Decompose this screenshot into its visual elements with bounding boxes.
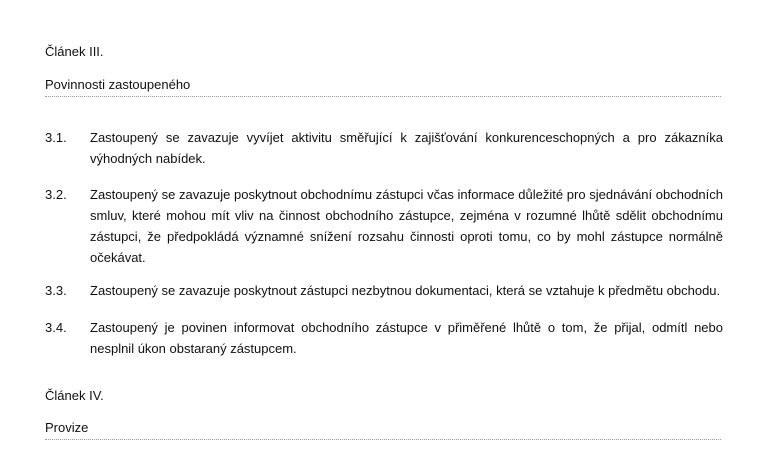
clause-text: Zastoupený se zavazuje vyvíjet aktivitu směřující k zajišťování konkurenceschopných a pro zákazníka výhodných nabídek. — [90, 130, 723, 166]
clause-number: 3.4. — [45, 320, 67, 335]
clause-number: 3.3. — [45, 283, 67, 298]
clause-number: 3.1. — [45, 130, 67, 145]
article-3-heading: Článek III. — [45, 44, 104, 59]
article-4-title: Provize — [45, 420, 721, 440]
clause-text: Zastoupený je povinen informovat obchodního zástupce v přiměřené lhůtě o tom, že přijal, odmítl nebo nesplnil úkon obstaraný zástupcem. — [90, 320, 723, 356]
article-3-title: Povinnosti zastoupeného — [45, 77, 721, 97]
clause-text: Zastoupený se zavazuje poskytnout obchodnímu zástupci včas informace důležité pro sjednávání obchodních smluv, které mohou mít vliv na činnost obchodního zástupce, zejména v rozumné lhůtě sdělit obchodnímu zástupci, že předpokládá významné snížení rozsahu činnosti oproti tomu, co by mohl zástupce normálně očekávat. — [90, 187, 723, 265]
clause-text: Zastoupený se zavazuje poskytnout zástupci nezbytnou dokumentaci, která se vztahuje k předmětu obchodu. — [90, 283, 721, 298]
clause-number: 3.2. — [45, 187, 67, 202]
article-4-heading: Článek IV. — [45, 388, 104, 403]
